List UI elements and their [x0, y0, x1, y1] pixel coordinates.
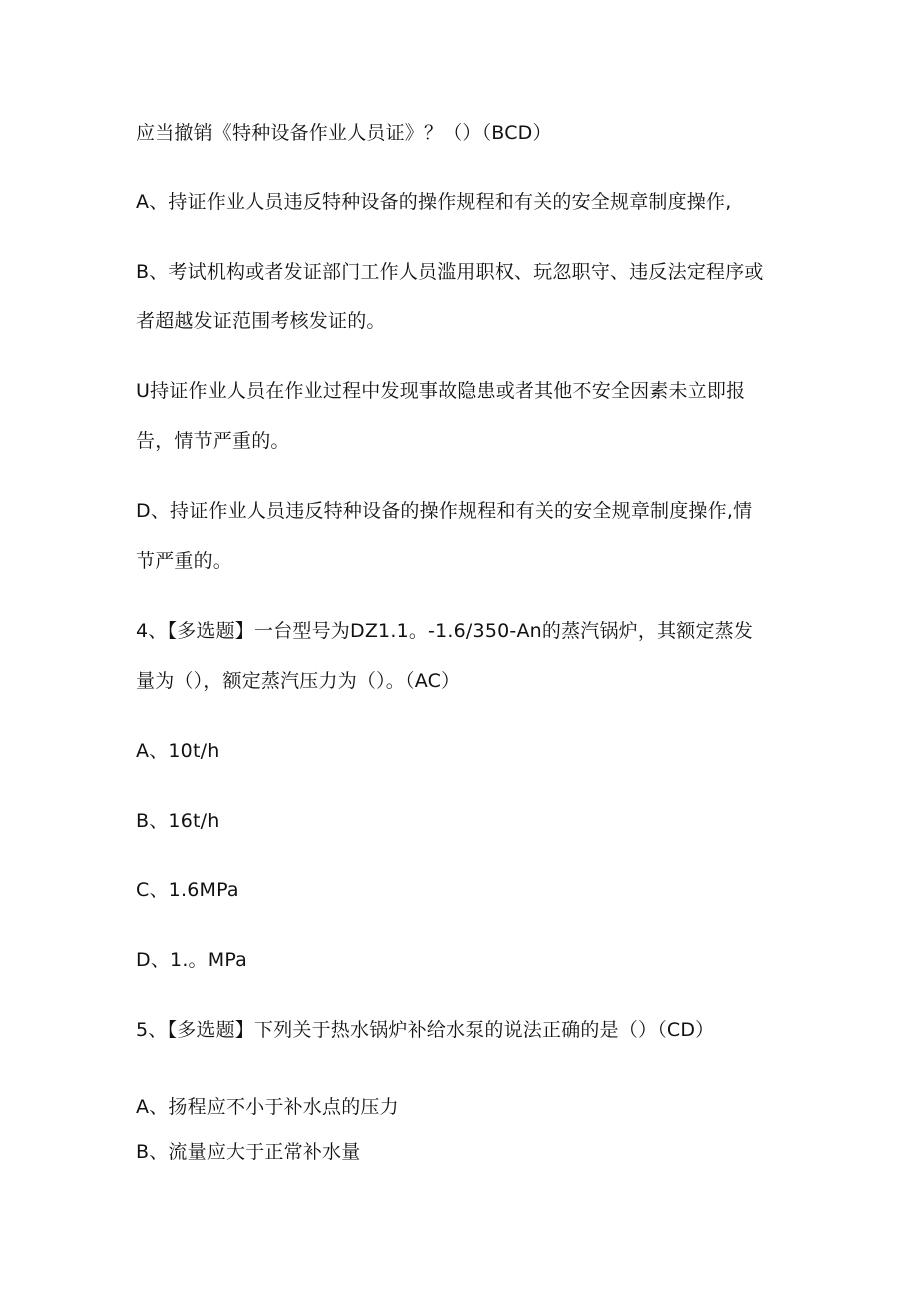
option-4c: C、1.6MPa — [136, 879, 239, 901]
question-4-line-2: 量为（），额定蒸汽压力为（）。（AC） — [136, 670, 461, 692]
question-3-continuation: 应当撤销《特种设备作业人员证》？（）（BCD） — [136, 122, 552, 144]
option-3b-line-1: B、考试机构或者发证部门工作人员滥用职权、玩忽职守、违反法定程序或 — [136, 261, 764, 283]
option-4b: B、16t/h — [136, 810, 220, 832]
option-3d-line-1: D、持证作业人员违反特种设备的操作规程和有关的安全规章制度操作,情 — [136, 500, 753, 522]
option-5b: B、流量应大于正常补水量 — [136, 1141, 361, 1163]
option-3c-line-2: 告，情节严重的。 — [136, 430, 290, 452]
question-4-line-1: 4、【多选题】一台型号为DZ1.1。-1.6/350-An的蒸汽锅炉，其额定蒸发 — [136, 620, 754, 642]
option-3a: A、持证作业人员违反特种设备的操作规程和有关的安全规章制度操作, — [136, 191, 732, 213]
option-4a: A、10t/h — [136, 740, 220, 762]
option-4d: D、1.。MPa — [136, 949, 247, 971]
option-5a: A、扬程应不小于补水点的压力 — [136, 1096, 399, 1118]
option-3c-line-1: U持证作业人员在作业过程中发现事故隐患或者其他不安全因素未立即报 — [136, 380, 746, 402]
option-3d-line-2: 节严重的。 — [136, 550, 233, 572]
question-5: 5、【多选题】下列关于热水锅炉补给水泵的说法正确的是（）（CD） — [136, 1019, 715, 1041]
option-3b-line-2: 者超越发证范围考核发证的。 — [136, 310, 386, 332]
